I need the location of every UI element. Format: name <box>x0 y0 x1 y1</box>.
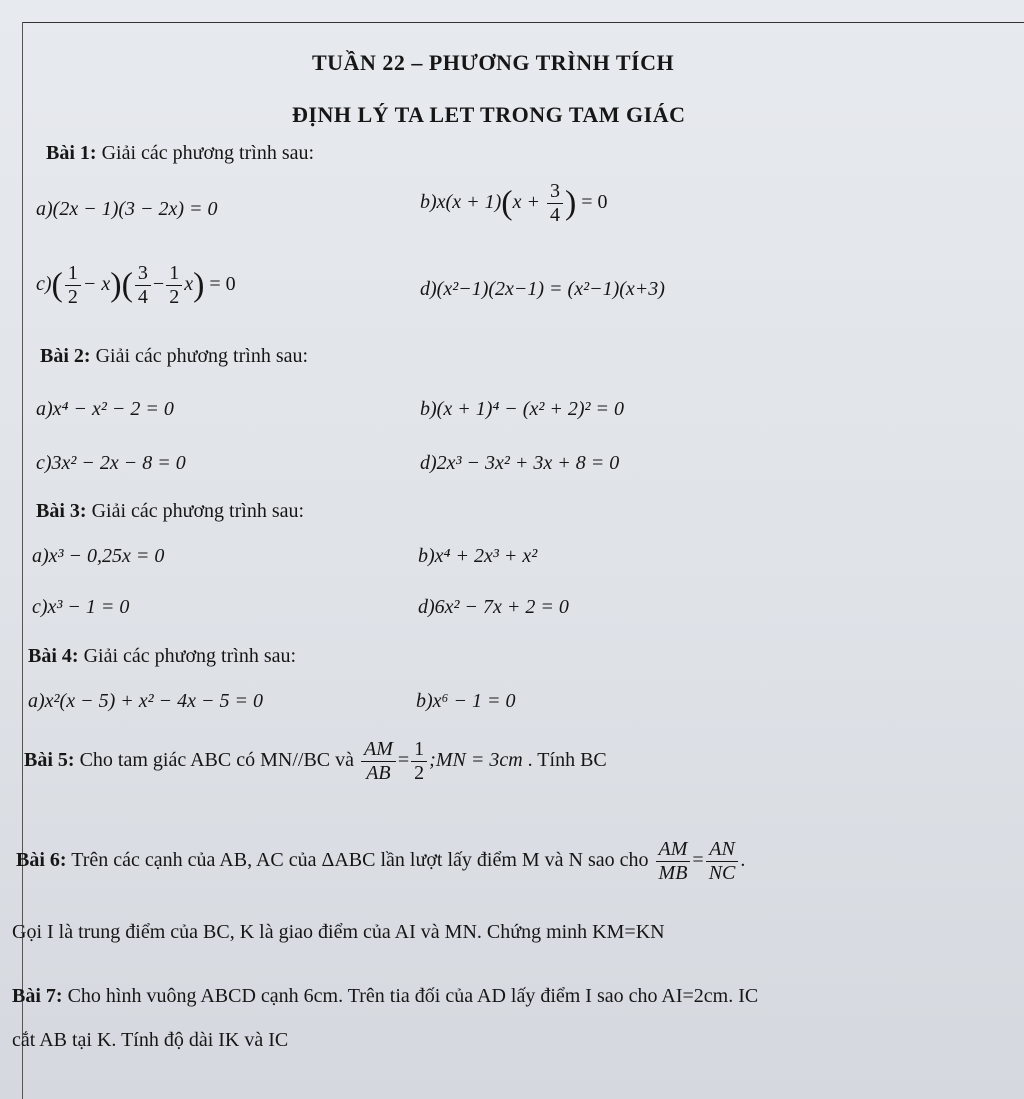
fraction-am-mb <box>656 838 691 885</box>
fraction-numerator: 3 <box>135 262 151 286</box>
variable-x: x <box>184 273 194 296</box>
exercise-4-heading <box>28 645 296 668</box>
exercise-4a-text: a)x²(x − 5) + x² − 4x − 5 = 0 <box>28 690 263 712</box>
exercise-1a <box>36 198 218 221</box>
fraction-3-4 <box>135 262 151 309</box>
exercise-3d <box>418 596 569 619</box>
exercise-1-heading <box>46 142 314 165</box>
exercise-4-label: Bài 4: <box>28 645 79 667</box>
page-border-top <box>22 22 1024 23</box>
fraction-numerator: 1 <box>411 738 427 762</box>
exercise-1-text: Giải các phương trình sau: <box>101 142 315 164</box>
fraction-numerator: 3 <box>547 180 563 204</box>
exercise-6-line-1 <box>16 838 745 885</box>
exercise-5-mn: ;MN = 3cm <box>429 749 523 772</box>
exercise-2a-text: a)x⁴ − x² − 2 = 0 <box>36 398 174 420</box>
exercise-1b: b)x(x + 1)(x + $\frac{3}{4}$ ) = 0 <box>420 180 608 226</box>
title-line-2: ĐỊNH LÝ TA LET TRONG TAM GIÁC <box>292 102 686 127</box>
exercise-3-text: Giải các phương trình sau: <box>91 500 305 522</box>
fraction-am-ab <box>361 738 396 785</box>
exercise-3c <box>32 596 129 619</box>
exercise-3b <box>418 545 537 568</box>
fraction-denominator: 4 <box>137 286 148 308</box>
fraction-denominator: 4 <box>549 204 560 226</box>
exercise-1d-text: d)(x²−1)(2x−1) = (x²−1)(x+3) <box>420 278 665 300</box>
exercise-2c-text: c)3x² − 2x − 8 = 0 <box>36 452 186 474</box>
fraction-denominator: MB <box>658 862 688 884</box>
fraction-denominator: NC <box>708 862 736 884</box>
exercise-5-text: Cho tam giác ABC có MN//BC và <box>79 749 354 772</box>
fraction-1-2b <box>166 262 182 309</box>
exercise-1-label: Bài 1: <box>46 142 97 164</box>
exercise-2b-text: b)(x + 1)⁴ − (x² + 2)² = 0 <box>420 398 624 420</box>
fraction-denominator: AB <box>366 762 391 784</box>
exercise-2d <box>420 452 619 475</box>
exercise-6-label: Bài 6: <box>16 849 67 872</box>
fraction-denominator: 2 <box>67 286 78 308</box>
fraction-1-2 <box>65 262 81 309</box>
exercise-5-label: Bài 5: <box>24 749 75 772</box>
exercise-2-heading <box>40 345 308 368</box>
exercise-7-text: Cho hình vuông ABCD cạnh 6cm. Trên tia đối của AD lấy điểm I sao cho AI=2cm. IC <box>67 985 759 1007</box>
exercise-3b-text: b)x⁴ + 2x³ + x² <box>418 545 538 567</box>
exercise-4b-text: b)x⁶ − 1 = 0 <box>416 690 516 712</box>
exercise-1d <box>420 278 665 301</box>
fraction-numerator: AN <box>709 838 735 860</box>
fraction-denominator: 2 <box>414 762 425 784</box>
equals-sign: = <box>692 849 704 872</box>
equals-sign: = <box>397 749 410 772</box>
exercise-3a <box>32 545 164 568</box>
minus-sign: − <box>152 273 165 296</box>
fraction-numerator: 1 <box>166 262 182 286</box>
fraction-numerator: 1 <box>65 262 81 286</box>
fraction-1-2 <box>411 738 427 785</box>
exercise-4b <box>416 690 515 713</box>
exercise-3c-text: c)x³ − 1 = 0 <box>32 596 130 618</box>
period: . <box>740 849 746 872</box>
exercise-1b-post: = 0 <box>581 191 608 214</box>
exercise-4-text: Giải các phương trình sau: <box>83 645 297 667</box>
exercise-7-line-1 <box>12 984 758 1009</box>
exercise-1c: c)( $\frac{1}{2}$ − x)( $\frac{3}{4}$ − $\frac{1}{2}$ x) = 0 <box>36 262 236 308</box>
exercise-6-text: Trên các cạnh của AB, AC của ΔABC lần lượt lấy điểm M và N sao cho <box>71 849 649 872</box>
fraction-denominator: 2 <box>169 286 180 308</box>
exercise-2-text: Giải các phương trình sau: <box>95 345 309 367</box>
exercise-1c-post: = 0 <box>209 273 236 296</box>
fraction-numerator: AM <box>364 738 393 760</box>
exercise-5-end: . Tính BC <box>527 749 607 772</box>
exercise-1b-x: x + <box>512 191 540 214</box>
fraction-numerator: AM <box>658 838 688 860</box>
exercise-7-line-2: cắt AB tại K. Tính độ dài IK và IC <box>12 1029 289 1051</box>
exercise-1c-pre: c) <box>36 273 52 296</box>
exercise-1c-mid: − x <box>82 273 111 296</box>
fraction-an-nc <box>706 838 739 885</box>
exercise-6-line-2: Gọi I là trung điểm của BC, K là giao điểm của AI và MN. Chứng minh KM=KN <box>12 921 665 943</box>
exercise-2b <box>420 398 624 421</box>
exercise-7-label: Bài 7: <box>12 985 63 1007</box>
exercise-1b-pre: b)x(x + 1) <box>420 191 502 214</box>
title-line-1: TUẦN 22 – PHƯƠNG TRÌNH TÍCH <box>312 50 675 75</box>
exercise-2-label: Bài 2: <box>40 345 91 367</box>
exercise-2a <box>36 398 174 421</box>
fraction-3-4 <box>547 180 563 227</box>
exercise-2d-text: d)2x³ − 3x² + 3x + 8 = 0 <box>420 452 620 474</box>
exercise-3d-text: d)6x² − 7x + 2 = 0 <box>418 596 569 618</box>
exercise-1a-text: a)(2x − 1)(3 − 2x) = 0 <box>36 198 218 220</box>
exercise-5 <box>24 738 607 785</box>
exercise-4a <box>28 690 263 713</box>
exercise-3-label: Bài 3: <box>36 500 87 522</box>
exercise-3a-text: a)x³ − 0,25x = 0 <box>32 545 165 567</box>
exercise-3-heading <box>36 500 304 523</box>
exercise-2c <box>36 452 186 475</box>
